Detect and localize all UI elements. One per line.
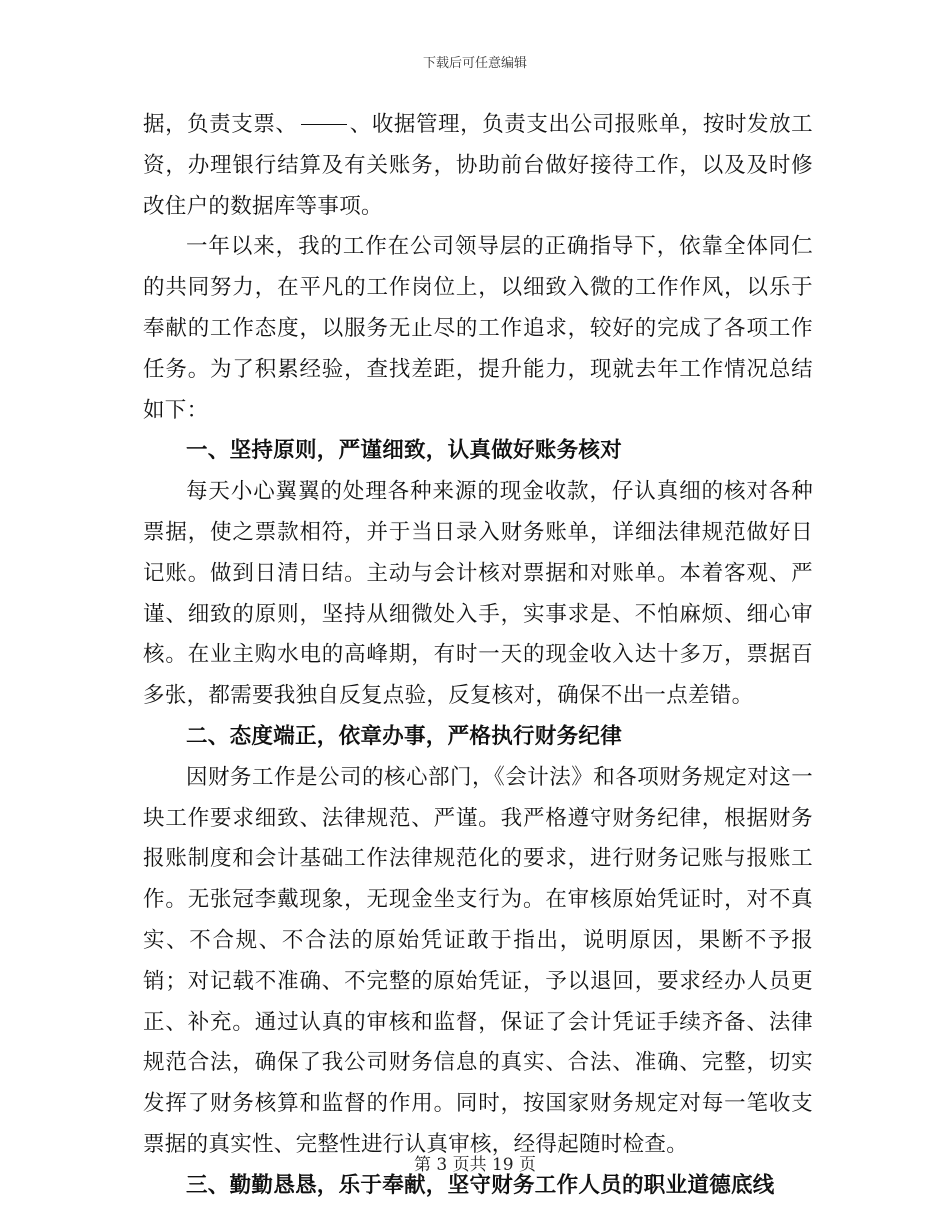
section-heading-3: 三、勤勤恳恳，乐于奉献，坚守财务工作人员的职业道德底线 — [186, 1172, 775, 1198]
paragraph-text: 、收据管理，负责支出公司报账单，按时发放工资，办理银行结算及有关账务，协助前台做好接待工作，以及及时修改住户的数据库等事项。 — [143, 112, 813, 219]
paragraph-intro: 一年以来，我的工作在公司领导层的正确指导下，依靠全体同仁的共同努力，在平凡的工作岗位上，以细致入微的工作作风，以乐于奉献的工作态度，以服务无止尽的工作追求，较好的完成了各项工作任务。为了积累经验，查找差距，提升能力，现就去年工作情况总结如下： — [143, 234, 813, 423]
section-heading-2: 二、态度端正，依章办事，严格执行财务纪律 — [186, 723, 623, 749]
paragraph-section-1: 每天小心翼翼的处理各种来源的现金收款，仔认真细的核对各种票据，使之票款相符，并于当日录入财务账单，详细法律规范做好日记账。做到日清日结。主动与会计核对票据和对账单。本着客观、严谨、细致的原则，坚持从细微处入手，实事求是、不怕麻烦、细心审核。在业主购水电的高峰期，有时一天的现金收入达十多万，票据百多张，都需要我独自反复点验，反复核对，确保不出一点差错。 — [143, 479, 813, 709]
page-number: 第 3 页共 19 页 — [413, 1155, 537, 1175]
paragraph-text: 据，负责支票、 — [143, 112, 298, 137]
page-header: 下载后可任意编辑 — [422, 56, 527, 71]
paragraph-continued — [143, 105, 813, 227]
document-body — [143, 105, 813, 1207]
paragraph-section-2: 因财务工作是公司的核心部门，《会计法》和各项财务规定对这一块工作要求细致、法律规范、严谨。我严格遵守财务纪律，根据财务报账制度和会计基础工作法律规范化的要求，进行财务记账与报账工作。无张冠李戴现象，无现金坐支行为。在审核原始凭证时，对不真实、不合规、不合法的原始凭证敢于指出，说明原因，果断不予报销；对记载不准确、不完整的原始凭证，予以退回，要求经办人员更正、补充。通过认真的审核和监督，保证了会计凭证手续齐备、法律规范合法，确保了我公司财务信息的真实、合法、准确、完整，切实发挥了财务核算和监督的作用。同时，按国家财务规定对每一笔收支票据的真实性、完整性进行认真审核，经得起随时检查。 — [143, 764, 813, 1157]
fill-in-blank — [301, 123, 347, 125]
section-heading-1: 一、坚持原则，严谨细致，认真做好账务核对 — [186, 438, 623, 464]
